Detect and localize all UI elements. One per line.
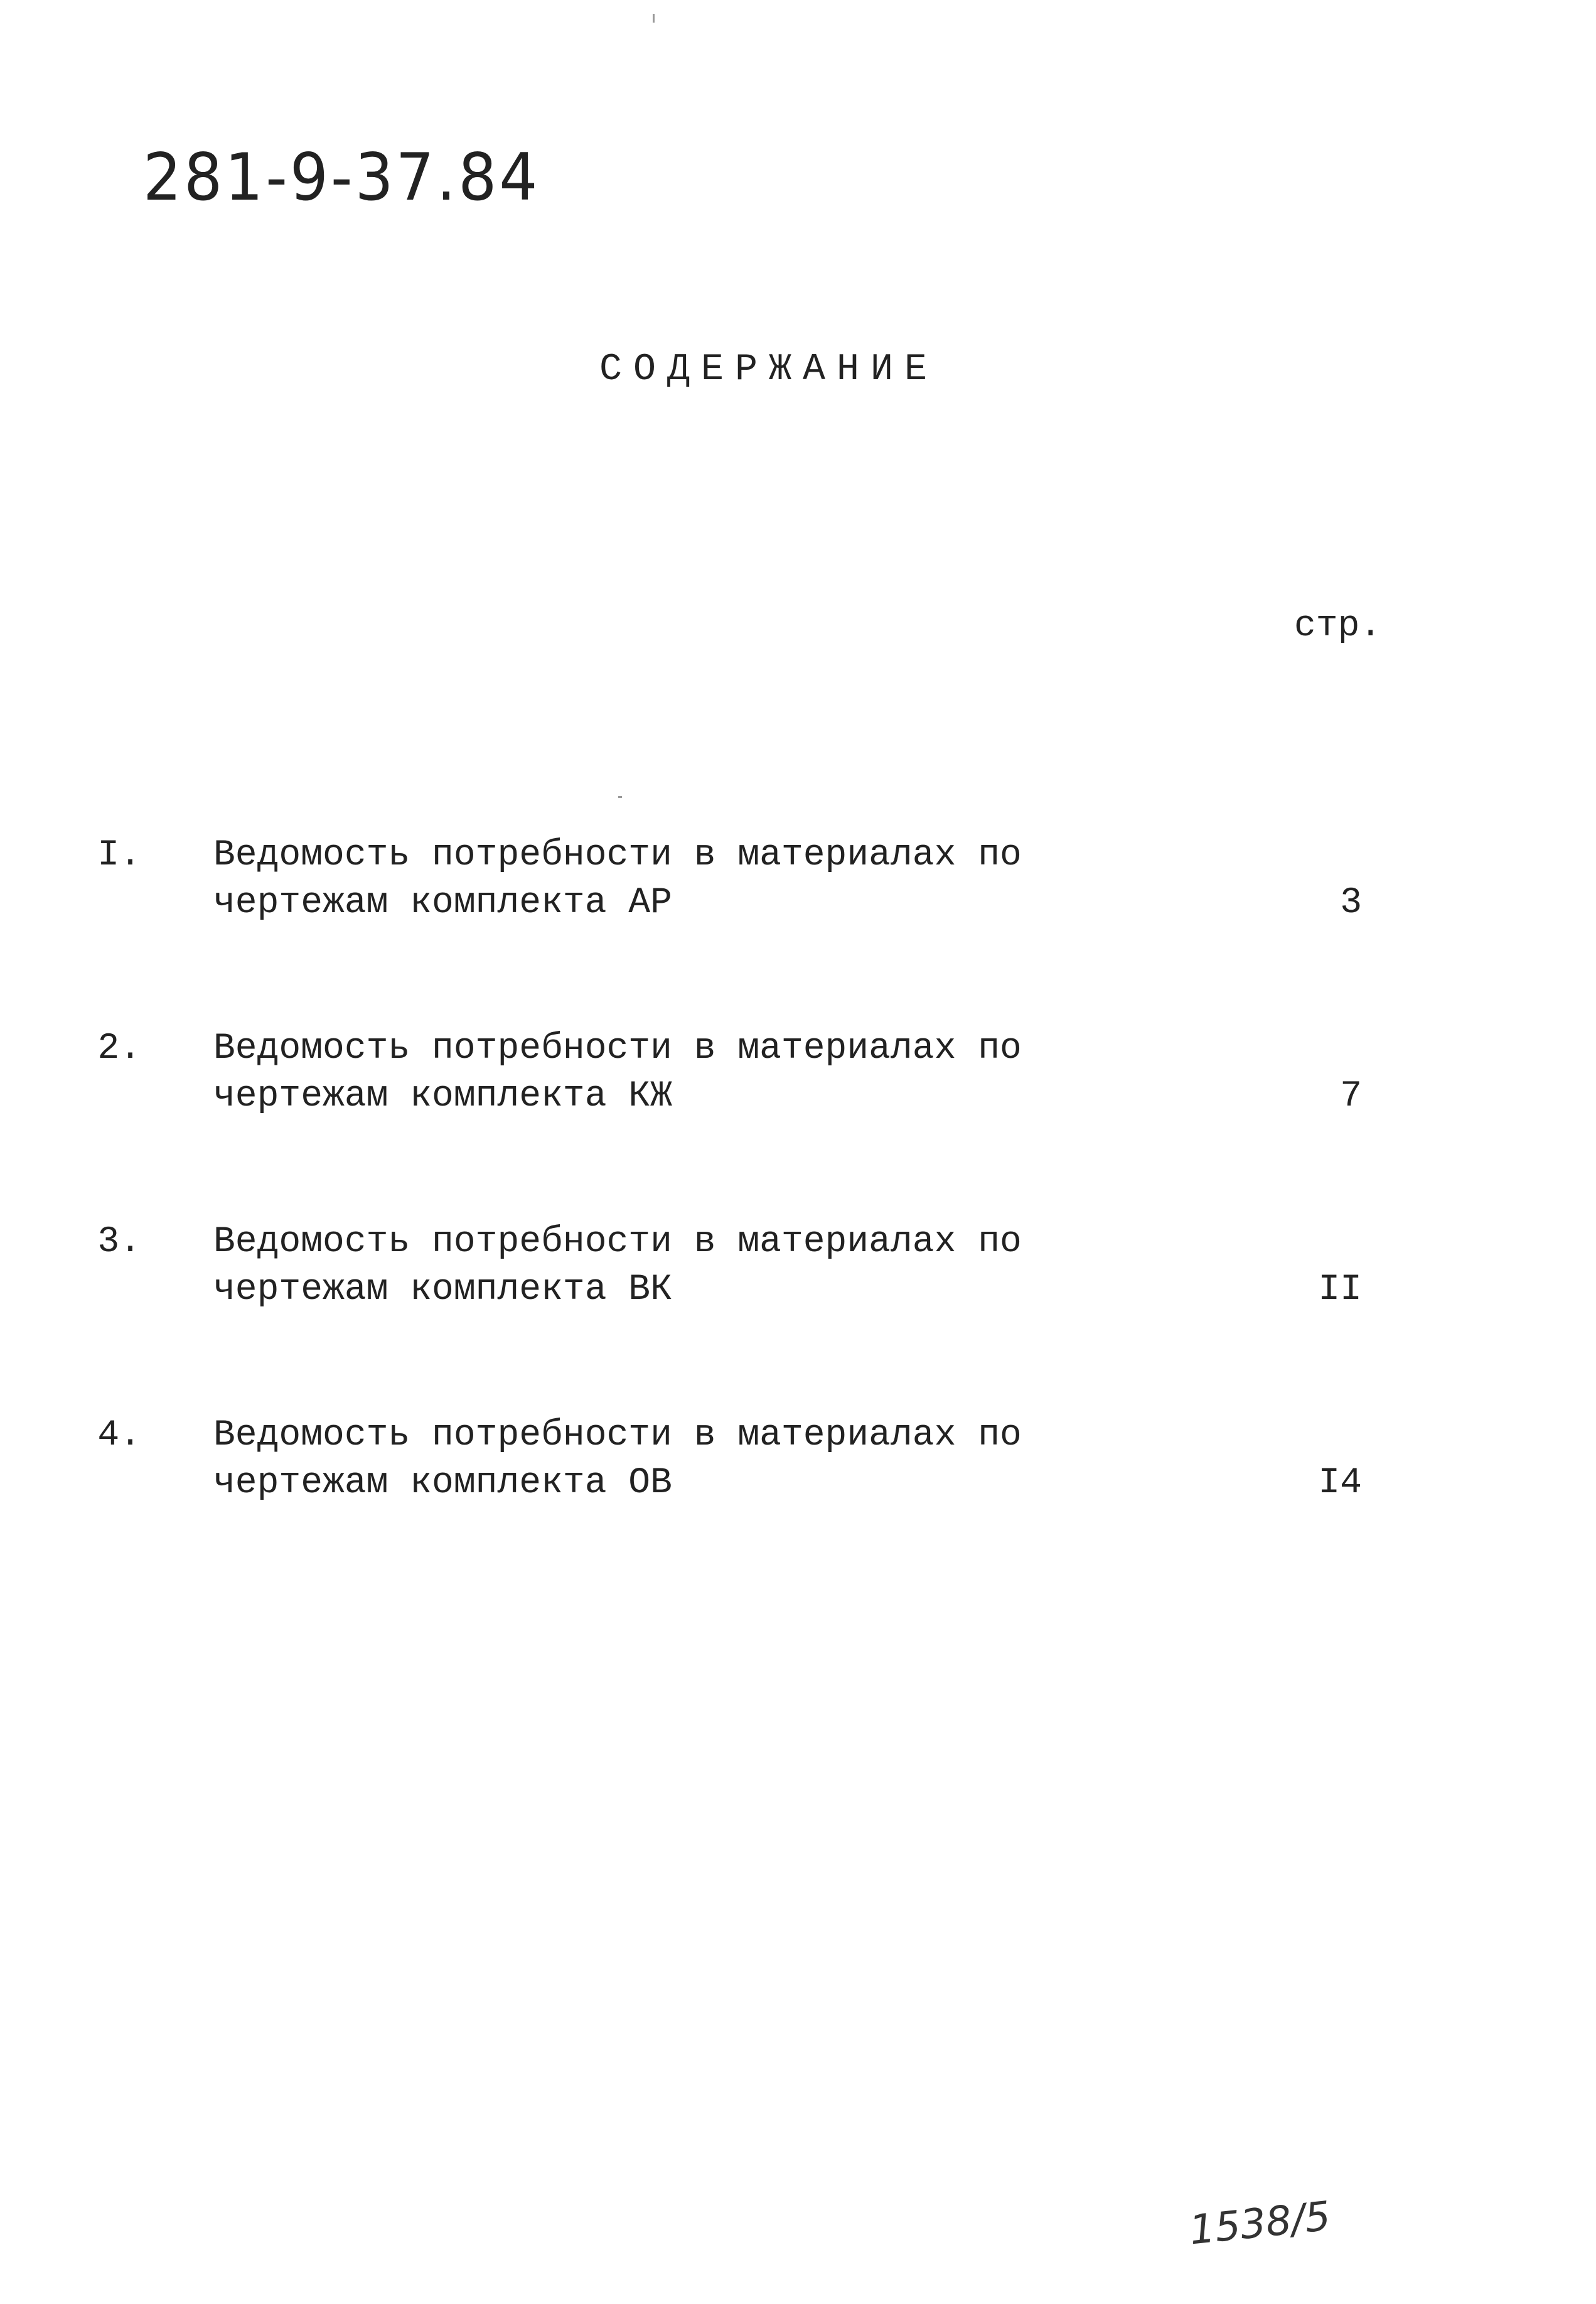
page-title: СОДЕРЖАНИЕ xyxy=(599,348,939,391)
toc-entry-title-line2: чертежам комплекта ОВ xyxy=(213,1463,672,1504)
toc-entry-title-line2: чертежам комплекта АР xyxy=(213,883,672,923)
toc-entry-number: 4. xyxy=(97,1415,141,1456)
toc-entry xyxy=(0,1028,1596,1129)
toc-entry-page: 3 xyxy=(1340,883,1362,923)
toc-entry-title-line1: Ведомость потребности в материалах по xyxy=(213,835,1022,876)
scan-speck xyxy=(653,14,655,23)
toc-entry xyxy=(0,835,1596,935)
scan-speck xyxy=(618,796,622,798)
page-column-label: стр. xyxy=(1294,606,1382,647)
toc-entry-number: 3. xyxy=(97,1222,141,1262)
toc-entry-page: II xyxy=(1318,1269,1362,1310)
toc-entry-number: 2. xyxy=(97,1028,141,1069)
toc-entry-number: I. xyxy=(97,835,141,876)
toc-entry-title-line2: чертежам комплекта КЖ xyxy=(213,1076,672,1117)
document-code: 281-9-37.84 xyxy=(143,139,540,215)
toc-entry-page: 7 xyxy=(1340,1076,1362,1117)
toc-entry-title-line1: Ведомость потребности в материалах по xyxy=(213,1222,1022,1262)
toc-entry-title-line2: чертежам комплекта ВК xyxy=(213,1269,672,1310)
sheet-mark: 1538/5 xyxy=(1187,2193,1333,2254)
toc-entry-page: I4 xyxy=(1318,1463,1362,1504)
toc-entry-title-line1: Ведомость потребности в материалах по xyxy=(213,1415,1022,1456)
toc-entry xyxy=(0,1222,1596,1322)
toc-entry-title-line1: Ведомость потребности в материалах по xyxy=(213,1028,1022,1069)
toc-entry xyxy=(0,1415,1596,1515)
